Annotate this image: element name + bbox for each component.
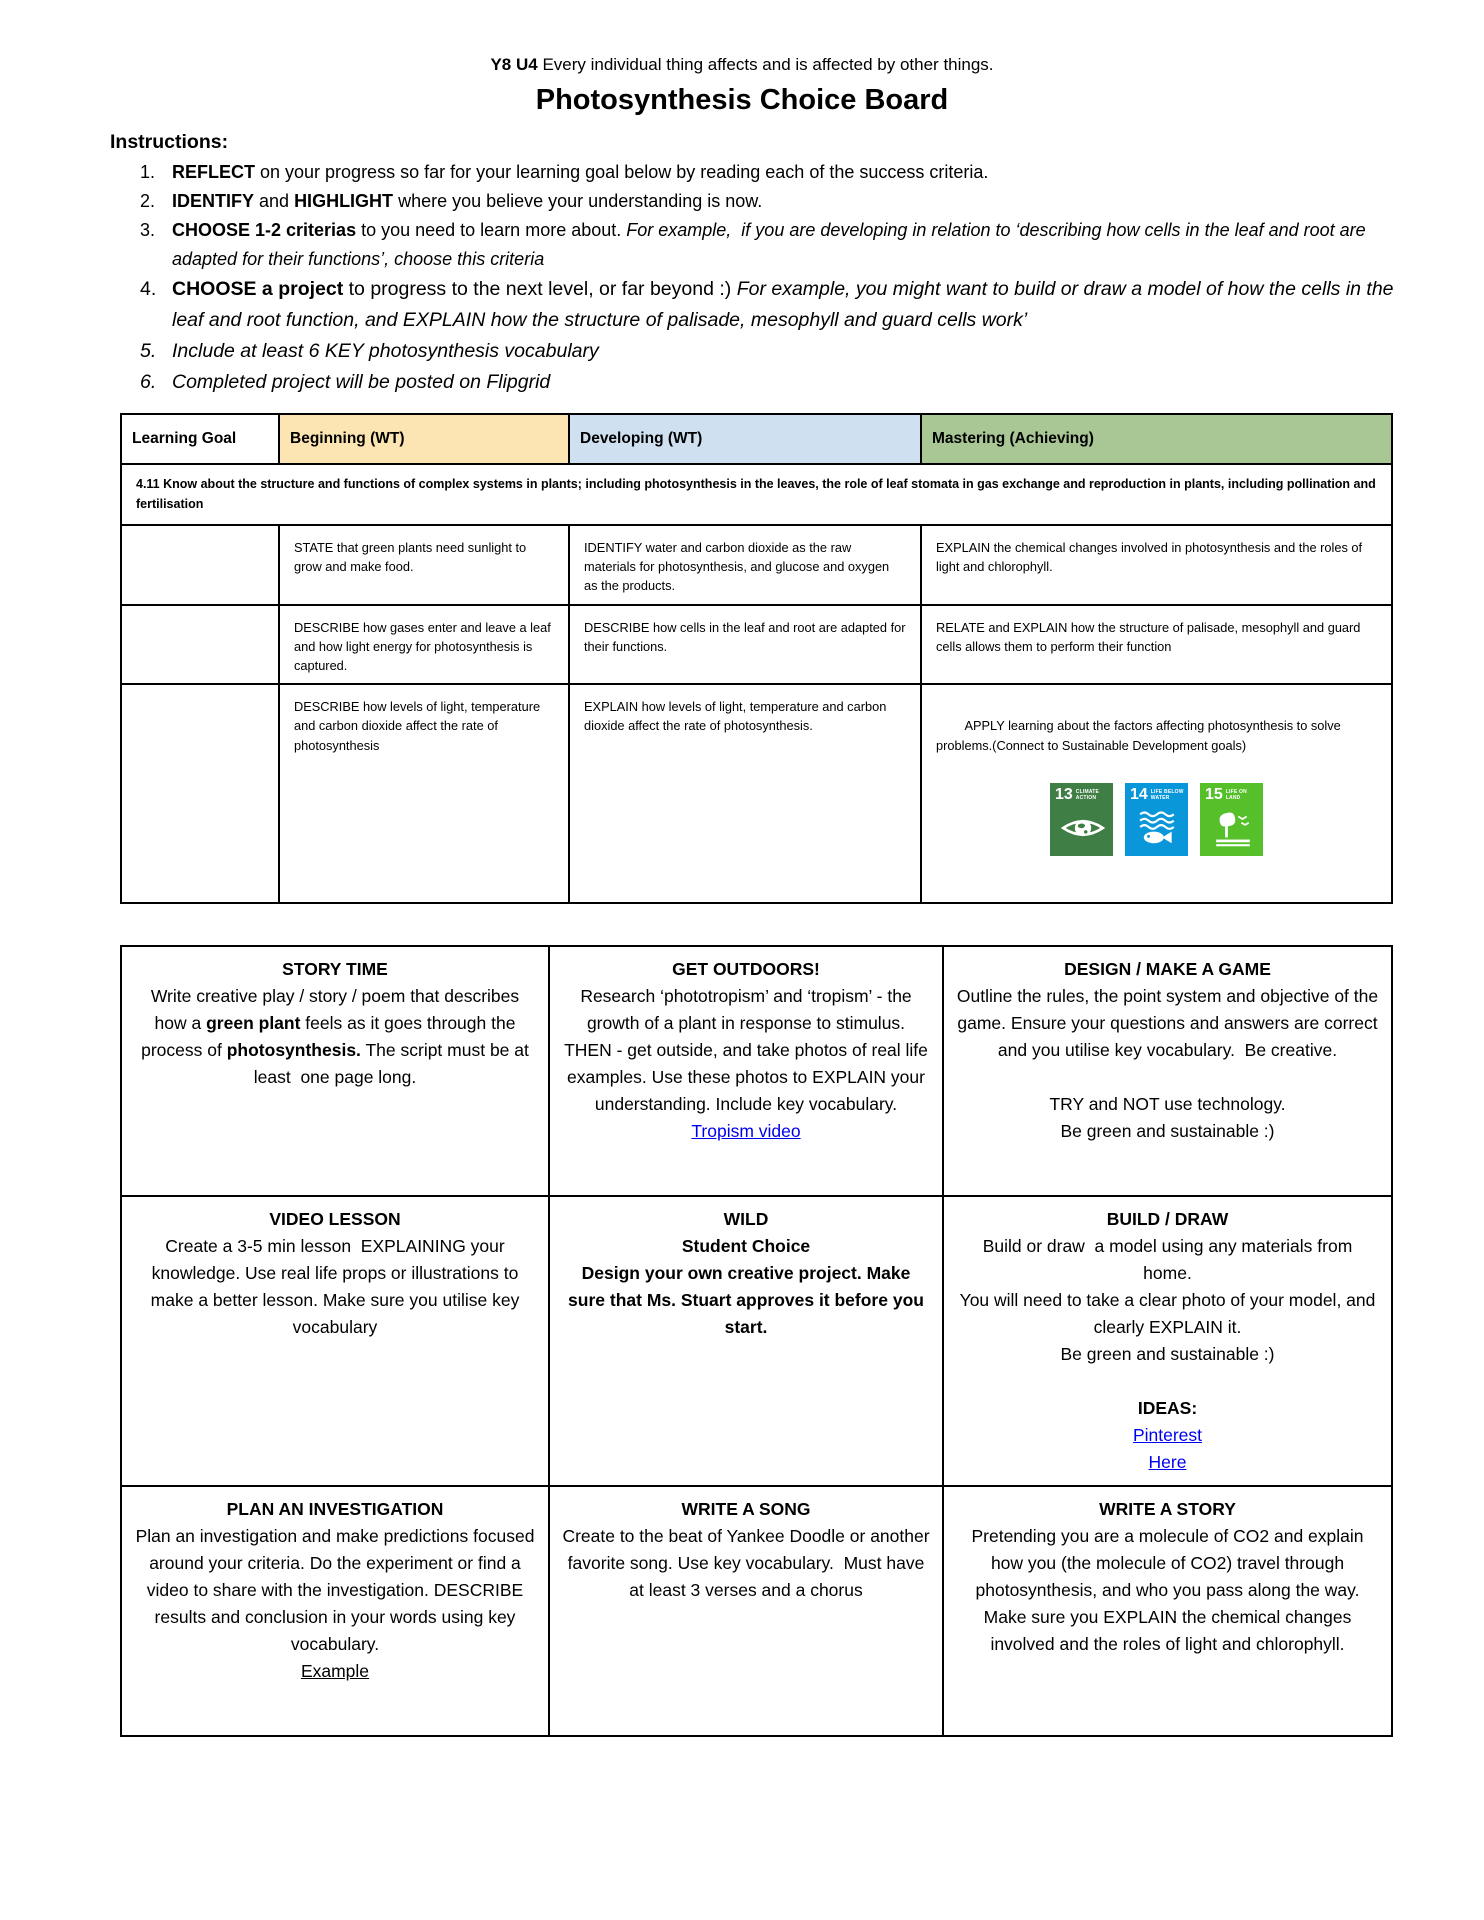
choice-cell-plan-an-investigation [121, 1486, 549, 1736]
text-segment: Completed project will be posted on Flipgrid [172, 371, 551, 393]
text-segment: and [254, 191, 295, 211]
choice-cell-write-a-story [943, 1486, 1392, 1736]
criteria-beginning-1: STATE that green plants need sunlight to grow and make food. [279, 525, 569, 605]
choice-cell-video-lesson [121, 1196, 549, 1486]
instruction-item-1 [110, 158, 1414, 187]
unit-statement: Every individual thing affects and is affected by other things. [537, 55, 994, 74]
sdg-13-number: 13 [1055, 785, 1073, 803]
sdg-14-life-below-water-icon [1125, 783, 1188, 856]
rubric-header-learning-goal: Learning Goal [121, 414, 279, 464]
rubric-header-beginning: Beginning (WT) [279, 414, 569, 464]
text-segment: Research ‘phototropism’ and ‘tropism’ - the growth of a plant in response to stimulus. THEN - get outside, and take photos of real life examples. Use these photos to EXPLAIN your understanding. Include key vocabulary. [564, 986, 933, 1115]
text-segment: Be green and sustainable :) [1060, 1344, 1275, 1365]
rubric-header-developing: Developing (WT) [569, 414, 921, 464]
sdg-15-number: 15 [1205, 785, 1223, 803]
choice-cell-design-make-a-game [943, 946, 1392, 1196]
cell-heading: WILD [723, 1209, 769, 1230]
pinterest-link[interactable]: Pinterest [1132, 1425, 1203, 1446]
text-segment: The script must be at least one page long. [253, 1040, 534, 1088]
choice-board-row-3 [121, 1486, 1392, 1736]
text-segment: photosynthesis. [226, 1040, 361, 1061]
tropism-video-link[interactable]: Tropism video [691, 1121, 801, 1142]
cell-paragraph [956, 1449, 1379, 1476]
item-number: 1. [140, 162, 156, 182]
sdg-13-label: CLIMATE ACTION [1075, 788, 1100, 801]
text-segment: Create to the beat of Yankee Doodle or another favorite song. Use key vocabulary. Must have at least 3 verses and a chorus [562, 1526, 935, 1601]
learning-goal-rubric-table [120, 413, 1393, 904]
sdg-14-number: 14 [1130, 785, 1148, 803]
cell-paragraph [956, 1091, 1379, 1118]
text-segment: For example, you might want to build or draw a model of how the cells in the leaf and root function, and EXPLAIN how the structure of palisade, mesophyll and guard cells work’ [172, 278, 1399, 331]
item-text [172, 336, 1414, 367]
text-segment: CHOOSE a project [172, 278, 344, 300]
cell-paragraph [134, 1658, 536, 1685]
sdg-15-header [1205, 787, 1260, 803]
criteria-row-label-cell [121, 525, 279, 605]
instructions-list [110, 158, 1414, 398]
text-segment: Be green and sustainable :) [1060, 1121, 1275, 1142]
text-segment: to progress to the next level, or far beyond :) [343, 278, 737, 300]
text-segment: Build or draw a model using any materials from home. [982, 1236, 1358, 1284]
item-number: 6. [140, 371, 157, 393]
choice-cell-build-draw [943, 1196, 1392, 1486]
text-segment: green plant [206, 1013, 301, 1034]
cell-paragraph [134, 983, 536, 1091]
text-segment: Plan an investigation and make predictions focused around your criteria. Do the experiment or find a video to share with the investigation. DESCRIBE results and conclusion in your words using key vocabulary. [135, 1526, 540, 1655]
cell-paragraph [956, 1233, 1379, 1287]
criteria-row-1 [121, 525, 1392, 605]
text-segment: Design your own creative project. Make sure that Ms. Stuart approves it before you start. [568, 1263, 929, 1338]
cell-paragraph [562, 1523, 935, 1604]
text-segment: where you believe your understanding is now. [393, 191, 763, 211]
cell-paragraph [562, 1233, 930, 1260]
cell-heading: STORY TIME [282, 959, 388, 980]
text-segment: Student Choice [681, 1236, 811, 1257]
cell-paragraph [562, 1260, 930, 1341]
text-segment: You will need to take a clear photo of your model, and clearly EXPLAIN it. [959, 1290, 1381, 1338]
text-segment: Create a 3-5 min lesson EXPLAINING your knowledge. Use real life props or illustrations to make a better lesson. Make sure you utilise key vocabulary [150, 1236, 525, 1338]
cell-heading: GET OUTDOORS! [672, 959, 820, 980]
choice-board-row-1 [121, 946, 1392, 1196]
instruction-item-2 [110, 187, 1414, 216]
sdg-icons-row [936, 783, 1377, 856]
item-number: 5. [140, 340, 157, 362]
text-segment: IDENTIFY [172, 191, 255, 211]
criteria-developing-2: DESCRIBE how cells in the leaf and root are adapted for their functions. [569, 605, 921, 685]
rubric-header-row [121, 414, 1392, 464]
text-segment: on your progress so far for your learning goal below by reading each of the success criteria. [255, 162, 989, 182]
criteria-mastering-3 [921, 684, 1392, 903]
criteria-beginning-2: DESCRIBE how gases enter and leave a leaf and how light energy for photosynthesis is captured. [279, 605, 569, 685]
item-text [172, 367, 1414, 398]
criteria-mastering-1: EXPLAIN the chemical changes involved in photosynthesis and the roles of light and chlorophyll. [921, 525, 1392, 605]
choice-cell-wild [549, 1196, 943, 1486]
here-link[interactable]: Here [1148, 1452, 1187, 1473]
cell-heading: PLAN AN INVESTIGATION [226, 1499, 444, 1520]
cell-heading: VIDEO LESSON [269, 1209, 401, 1230]
text-segment: CHOOSE 1-2 criterias [172, 220, 357, 240]
cell-paragraph [956, 1422, 1379, 1449]
cell-heading: DESIGN / MAKE A GAME [1064, 959, 1271, 980]
criteria-developing-1: IDENTIFY water and carbon dioxide as the raw materials for photosynthesis, and glucose and oxygen as the products. [569, 525, 921, 605]
item-text [172, 274, 1414, 336]
criteria-developing-3: EXPLAIN how levels of light, temperature and carbon dioxide affect the rate of photosynthesis. [569, 684, 921, 903]
cell-paragraph [956, 1118, 1379, 1145]
blank-line [956, 1064, 1379, 1091]
criteria-beginning-3: DESCRIBE how levels of light, temperature and carbon dioxide affect the rate of photosynthesis [279, 684, 569, 903]
text-segment: Write creative play / story / poem that describes how a [150, 986, 525, 1034]
cell-paragraph [562, 1118, 930, 1145]
choice-cell-get-outdoors [549, 946, 943, 1196]
learning-goal-text: 4.11 Know about the structure and functions of complex systems in plants; including photosynthesis in the leaves, the role of leaf stomata in gas exchange and reproduction in plants, including pollination and fertilisation [121, 464, 1392, 525]
unit-code: Y8 U4 [490, 55, 538, 74]
cell-paragraph [134, 1523, 540, 1658]
text-segment: Pretending you are a molecule of CO2 and explain how you (the molecule of CO2) travel through photosynthesis, and who you pass along the way. Make sure you EXPLAIN the chemical changes involved and the roles of light and chlorophyll. [971, 1526, 1369, 1655]
cell-paragraph [956, 1287, 1379, 1341]
rubric-header-mastering: Mastering (Achieving) [921, 414, 1392, 464]
instruction-item-3 [110, 216, 1414, 274]
cell-paragraph [956, 1341, 1379, 1368]
item-text [172, 158, 1414, 187]
text-segment: REFLECT [172, 162, 255, 182]
choice-board-table [120, 945, 1393, 1737]
instructions-heading: Instructions: [110, 131, 229, 153]
sdg-14-header [1130, 787, 1185, 803]
criteria-row-3 [121, 684, 1392, 903]
sdg-13-climate-action-icon [1050, 783, 1113, 856]
text-segment: For example, if you are developing in relation to ‘describing how cells in the leaf and root are adapted for their functions’, choose this criteria [172, 220, 1371, 269]
criteria-mastering-3-text: APPLY learning about the factors affecting photosynthesis to solve problems.(Connect to Sustainable Development goals) [936, 718, 1345, 753]
text-segment: to you need to learn more about. [356, 220, 627, 240]
unit-header-line [0, 0, 1484, 75]
cell-paragraph [562, 983, 933, 1118]
cell-paragraph [956, 1523, 1379, 1658]
criteria-mastering-2: RELATE and EXPLAIN how the structure of palisade, mesophyll and guard cells allows them to perform their function [921, 605, 1392, 685]
item-number: 2. [140, 191, 156, 211]
choice-cell-story-time [121, 946, 549, 1196]
text-segment: Outline the rules, the point system and objective of the game. Ensure your questions and answers are correct and you utilise key vocabulary. Be creative. [956, 986, 1383, 1061]
cell-heading: BUILD / DRAW [1106, 1209, 1229, 1230]
sdg-14-label: LIFE BELOW WATER [1150, 788, 1184, 801]
item-number: 3. [140, 220, 156, 240]
tree-birds-icon [1205, 803, 1260, 853]
blank-line [956, 1368, 1379, 1395]
example-link[interactable]: Example [300, 1661, 370, 1682]
criteria-row-label-cell [121, 684, 279, 903]
choice-board-row-2 [121, 1196, 1392, 1486]
sdg-15-label: LIFE ON LAND [1225, 788, 1247, 801]
instruction-item-5 [110, 336, 1414, 367]
choice-cell-write-a-song [549, 1486, 943, 1736]
cell-heading: WRITE A STORY [1099, 1499, 1236, 1520]
item-text [172, 216, 1414, 274]
cell-paragraph [134, 1233, 536, 1341]
text-segment: HIGHLIGHT [294, 191, 394, 211]
instructions-section [110, 131, 1414, 398]
text-segment: Include at least 6 KEY photosynthesis vocabulary [172, 340, 599, 362]
criteria-row-2 [121, 605, 1392, 685]
eye-globe-icon [1055, 803, 1110, 853]
criteria-row-label-cell [121, 605, 279, 685]
item-text [172, 187, 1414, 216]
instruction-item-6 [110, 367, 1414, 398]
text-segment: TRY and NOT use technology. [1049, 1094, 1286, 1115]
instruction-item-4 [110, 274, 1414, 336]
text-segment: feels as it goes through the process of [141, 1013, 521, 1061]
cell-paragraph [956, 1395, 1379, 1422]
sdg-15-life-on-land-icon [1200, 783, 1263, 856]
item-number: 4. [140, 278, 157, 300]
learning-goal-row [121, 464, 1392, 525]
page-title: Photosynthesis Choice Board [535, 84, 949, 116]
cell-heading: WRITE A SONG [681, 1499, 811, 1520]
waves-fish-icon [1130, 803, 1185, 853]
sdg-13-header [1055, 787, 1110, 803]
cell-paragraph [956, 983, 1383, 1064]
text-segment: IDEAS: [1137, 1398, 1198, 1419]
